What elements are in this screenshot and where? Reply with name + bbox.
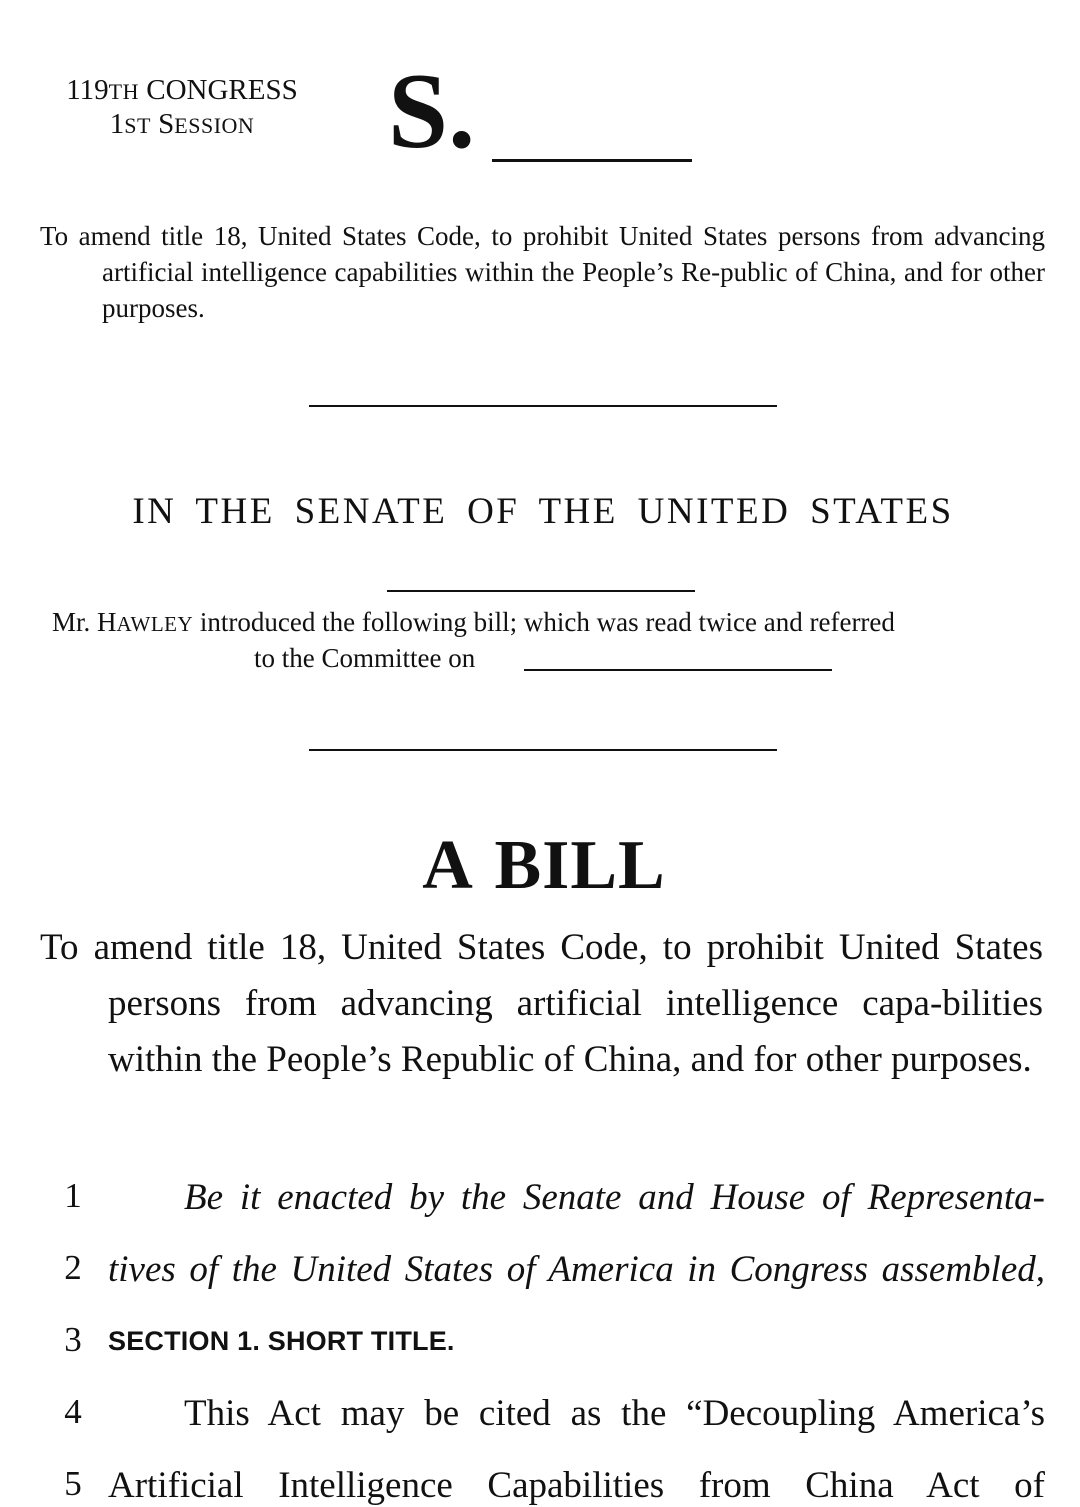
sponsor-first: H bbox=[97, 607, 117, 637]
line-number: 5 bbox=[64, 1464, 82, 1503]
congress-num: 119 bbox=[66, 74, 109, 106]
introduction-line-2: to the Committee on bbox=[254, 643, 476, 673]
section-heading: SECTION 1. SHORT TITLE. bbox=[108, 1326, 455, 1356]
bill-heading: A BILL bbox=[422, 827, 666, 904]
session-number bbox=[40, 106, 324, 142]
intro-prefix: Mr. bbox=[52, 607, 98, 637]
bill-prefix: S. bbox=[388, 52, 476, 171]
short-title-line-1: This Act may be cited as the “Decoupling America’s bbox=[184, 1393, 1045, 1434]
congress-suffix: TH bbox=[108, 79, 139, 104]
line-number: 1 bbox=[64, 1176, 82, 1215]
intro-text-1: introduced the following bill; which was read twice and referred bbox=[193, 607, 895, 637]
short-title-line-2: Artificial Intelligence Capabilities from China Act of bbox=[108, 1465, 1045, 1506]
summary-main: To amend title 18, United States Code, to prohibit United States persons from advancing artificial intelligence capa-bilities within the People’s Republic of China, and for other purposes. bbox=[40, 927, 1043, 1080]
enacting-clause-line-1: Be it enacted by the Senate and House of Representa- bbox=[184, 1177, 1045, 1218]
session-word-rest: ESSION bbox=[174, 113, 255, 138]
session-num: 1 bbox=[109, 108, 125, 140]
sponsor-name: AWLEY bbox=[116, 612, 194, 636]
divider-rule-short bbox=[387, 590, 695, 592]
introduction-line-1 bbox=[52, 604, 1034, 642]
congress-number bbox=[40, 72, 324, 108]
committee-blank bbox=[524, 669, 832, 671]
session-suffix: ST bbox=[124, 113, 151, 138]
bill-number-blank bbox=[492, 159, 692, 162]
session-word-first: S bbox=[158, 108, 175, 140]
summary-top: To amend title 18, United States Code, to prohibit United States persons from advancing artificial intelligence capabilities within the People’s Re-public of China, and for other purposes. bbox=[40, 221, 1045, 323]
congress-word: CONGRESS bbox=[146, 74, 298, 106]
line-number: 2 bbox=[64, 1248, 82, 1287]
divider-rule bbox=[309, 405, 777, 407]
line-number: 4 bbox=[64, 1392, 82, 1431]
senate-heading: IN THE SENATE OF THE UNITED STATES bbox=[132, 491, 954, 532]
line-number: 3 bbox=[64, 1320, 82, 1359]
divider-rule bbox=[309, 749, 777, 751]
enacting-clause-line-2: tives of the United States of America in Congress assembled, bbox=[108, 1249, 1045, 1290]
